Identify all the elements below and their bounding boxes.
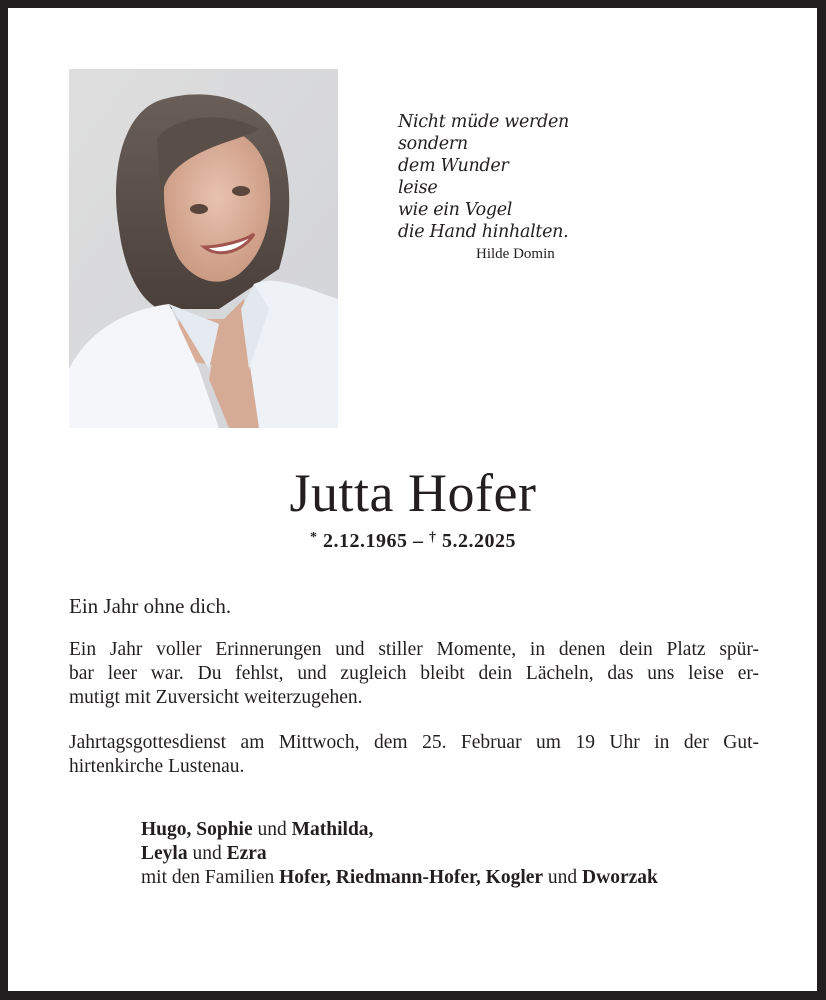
paragraph-line: Jahrtagsgottesdienst am Mittwoch, dem 25. Februar um 19 Uhr in der Gut- <box>69 732 759 753</box>
portrait-image <box>69 69 338 428</box>
conjunction: und <box>187 843 227 864</box>
signer-names: Leyla <box>141 843 188 864</box>
quote-line: wie ein Vogel <box>398 200 513 220</box>
conjunction: und <box>543 867 583 888</box>
quote-line: leise <box>398 178 438 198</box>
signers <box>141 818 658 890</box>
birth-date: 2.12.1965 <box>323 530 408 552</box>
paragraph-line: hirtenkirche Lustenau. <box>69 756 245 777</box>
birth-star-icon: * <box>310 530 318 545</box>
death-date: 5.2.2025 <box>442 530 516 552</box>
headline: Ein Jahr ohne dich. <box>69 594 232 618</box>
quote-line: Nicht müde werden <box>398 112 569 132</box>
paragraph-memories <box>69 638 759 710</box>
quote-line: dem Wunder <box>398 156 509 176</box>
deceased-name: Jutta Hofer <box>289 463 537 523</box>
quote-line: sondern <box>398 134 468 154</box>
signers-row <box>141 818 658 842</box>
signer-names: Ezra <box>226 843 267 864</box>
signers-row <box>141 842 658 866</box>
family-names: Dworzak <box>582 867 658 888</box>
family-names: Hofer, Riedmann-Hofer, Kogler <box>279 867 544 888</box>
families-prefix: mit den Familien <box>141 867 280 888</box>
quote-author: Hilde Domin <box>476 246 555 262</box>
signer-names: Mathilda, <box>291 819 374 840</box>
death-cross-icon: † <box>429 530 437 545</box>
quote <box>398 111 569 243</box>
portrait-photo <box>69 69 338 428</box>
quote-line: die Hand hinhalten. <box>398 222 569 242</box>
date-separator: – <box>413 530 424 552</box>
signers-row <box>141 866 658 890</box>
paragraph-service <box>69 731 759 779</box>
paragraph-line: Ein Jahr voller Erinnerungen und stiller Momente, in denen dein Platz spür- <box>69 639 759 660</box>
paragraph-line: mutigt mit Zuversicht weiterzugehen. <box>69 687 363 708</box>
conjunction: und <box>252 819 292 840</box>
life-dates <box>0 530 826 553</box>
signer-names: Hugo, Sophie <box>141 819 253 840</box>
paragraph-line: bar leer war. Du fehlst, und zugleich bleibt dein Lächeln, das uns leise er- <box>69 663 759 684</box>
